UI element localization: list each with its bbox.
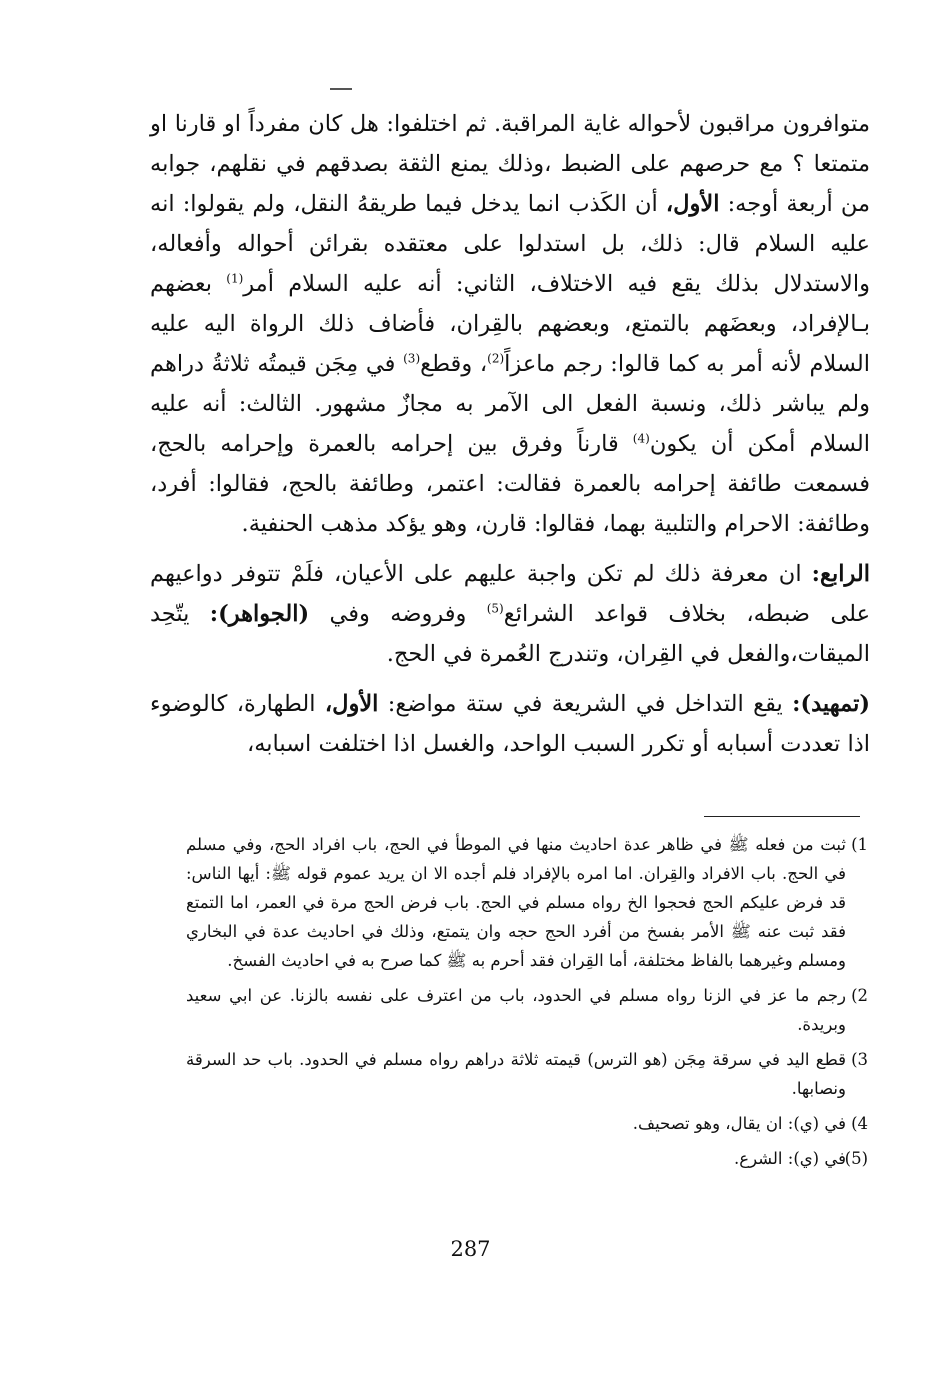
paragraph-3 bbox=[150, 684, 870, 764]
main-text bbox=[150, 104, 870, 772]
footnote-number: 2) bbox=[851, 986, 868, 1005]
footnote-text: في (ي): ان يقال، وهو تصحيف. bbox=[632, 1114, 846, 1133]
footnote-5 bbox=[186, 1144, 868, 1173]
footnote-1 bbox=[186, 830, 868, 975]
label-first: الأول، bbox=[665, 191, 720, 217]
p1-text-d: ، وقطع bbox=[420, 351, 488, 377]
p1-text: متوافرون مراقبون لأحواله غاية المراقبة. ثم اختلفوا: هل كان مفرداً او قارنا او متمتعا ؟ مع حرصهم على الضبط ،وذلك يمنع الثقة بصدقهم في نقلهم، جوابه من أربعة أوجه: bbox=[150, 111, 871, 217]
p1-text-b: أن الكَذب انما يدخل فيما طريقهُ النقل، ولم يقولوا: انه عليه السلام قال: ذلك، بل استدلوا على معتقده بقرائن أحواله وأفعاله، والاستدلال بذلك يقع فيه الاختلاف، الثاني: أنه عليه السلام أمر bbox=[150, 191, 870, 297]
footnote-text: ثبت من فعله ﷺ في ظاهر عدة احاديث منها في الموطأ في الحج، باب افراد الحج، وفي مسلم في الحج. باب الافراد والقِران. اما امره بالإفراد فلم أجده الا ان يريد عموم قوله ﷺ: أيها الناس: قد فرض عليكم الحج فحجوا الخ رواه مسلم في الحج. باب فرض الحج مرة في العمر، اما التمتع فقد ثبت عنه ﷺ الأمر بفسخ من أفرد الحج حجه وان يتمتع، وذلك في احاديث عدة في البخاري ومسلم وغيرهما بالفاظ مختلفة، أما القِران فقد أحرم به ﷺ كما صرح به في احاديث الفسخ. bbox=[186, 835, 846, 970]
p1-text-c: بعضهم بـالإفراد، وبعضَهم بالتمتع، وبعضهم بالقِران، فأضاف ذلك الرواة اليه عليه السلام لأنه أمر به كما قالوا: رجم ماعزاً bbox=[150, 271, 871, 377]
paragraph-1 bbox=[150, 104, 870, 544]
label-first-2: الأول، bbox=[324, 691, 379, 717]
p1-text-f: قارناً وفرق بين إحرامه بالعمرة وإحرامه بالحج، فسمعت طائفة إحرامه بالعمرة فقالت: اعتمر، وطائفة بالحج، فقالوا: أفرد، وطائفة: الاحرام والتلبية بهما، فقالوا: قارن، وهو يؤكد مذهب الحنفية. bbox=[150, 431, 870, 537]
footnote-number: 1) bbox=[851, 835, 868, 854]
page-number: 287 bbox=[450, 1237, 491, 1261]
top-mark bbox=[330, 88, 352, 90]
footnote-text: رجم ما عز في الزنا رواه مسلم في الحدود، باب من اعترف على نفسه بالزنا. عن ابي سعيد وبريدة. bbox=[186, 986, 846, 1034]
footnote-text: قطع اليد في سرقة مِجَن (هو الترس) قيمته ثلاثة دراهم رواه مسلم في الحدود. باب حد السرقة ونصابها. bbox=[186, 1050, 846, 1098]
paragraph-2 bbox=[150, 554, 870, 674]
p2-text-b: وفروضه وفي bbox=[329, 601, 467, 627]
label-fourth: الرابع: bbox=[811, 561, 870, 587]
footnote-ref-1: (1) bbox=[226, 271, 244, 286]
footnote-number: (5) bbox=[844, 1149, 868, 1168]
footnote-3 bbox=[186, 1045, 868, 1103]
footnote-divider bbox=[704, 816, 860, 817]
p3-text-a: يقع التداخل في الشريعة في ستة مواضع: bbox=[387, 691, 783, 717]
footnote-ref-3: (3) bbox=[403, 351, 421, 366]
p2-text-a: ان معرفة ذلك لم تكن واجبة عليهم على الأعيان، فلَمْ تتوفر دواعيهم على ضبطه، بخلاف قواعد الشرائع bbox=[150, 561, 870, 627]
footnote-ref-4: (4) bbox=[632, 431, 650, 446]
footnote-ref-5: (5) bbox=[486, 601, 504, 616]
label-jawahir: (الجواهر): bbox=[209, 601, 310, 627]
footnote-ref-2: (2) bbox=[487, 351, 505, 366]
footnote-4 bbox=[186, 1109, 868, 1138]
footnote-text: في (ي): الشرع. bbox=[733, 1149, 846, 1168]
p2-text-c: يتّحِد الميقات،والفعل في القِران، وتندرج العُمرة في الحج. bbox=[150, 601, 870, 667]
footnote-2 bbox=[186, 981, 868, 1039]
p3-text-b: الطهارة، كالوضوء اذا تعددت أسبابه أو تكرر السبب الواحد، والغسل اذا اختلفت اسبابه، bbox=[150, 691, 870, 757]
footnote-number: 4) bbox=[851, 1114, 868, 1133]
p1-text-e: في مِجَن قيمتُه ثلاثةُ دراهم ولم يباشر ذلك، ونسبة الفعل الى الآمر به مجازٌ مشهور. الثالث: أنه عليه السلام أمكن أن يكون bbox=[150, 351, 871, 457]
label-tamheed: (تمهيد): bbox=[792, 691, 870, 717]
footnote-number: 3) bbox=[851, 1050, 868, 1069]
footnotes bbox=[186, 830, 868, 1179]
